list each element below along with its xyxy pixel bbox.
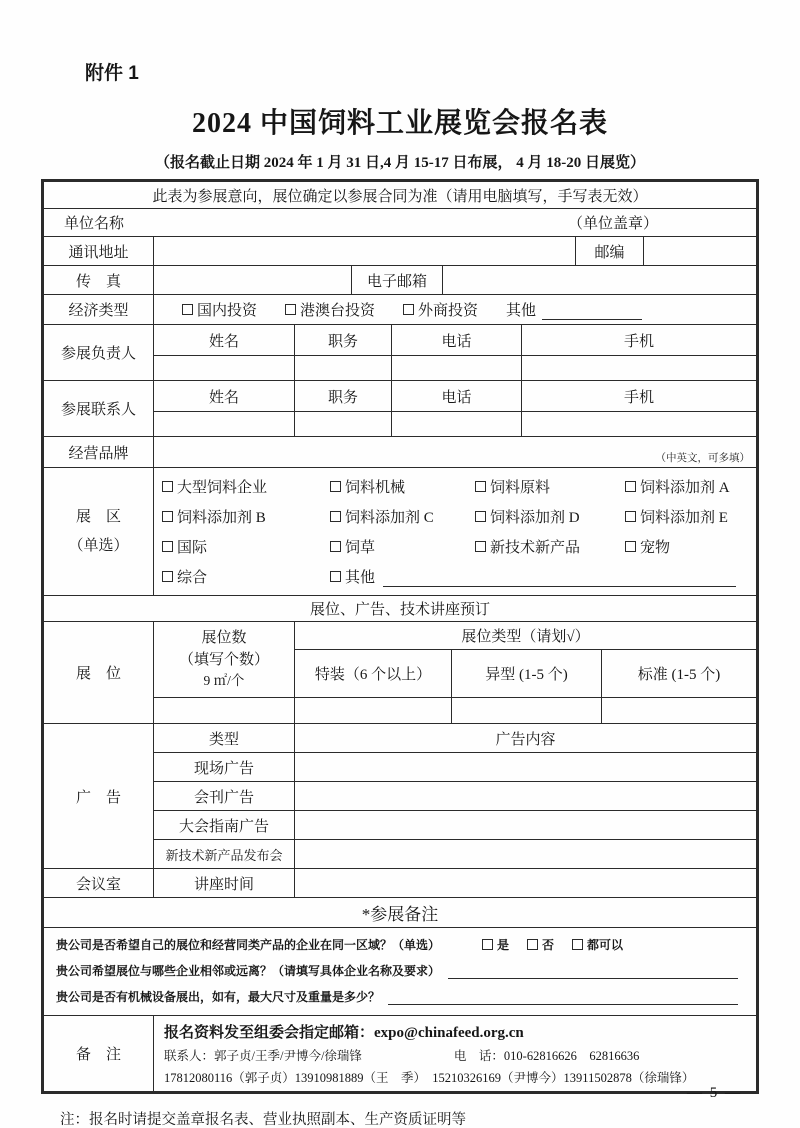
option-label: 否: [542, 938, 555, 952]
option-label: 国际: [177, 540, 208, 556]
booth-type-special-header: 特装（6 个以上）: [295, 650, 452, 698]
option-label: 综合: [177, 570, 208, 586]
booth-type-standard-header: 标准 (1-5 个): [602, 650, 757, 698]
checkbox-zone-pet[interactable]: [625, 536, 748, 557]
checkbox-icon: [572, 939, 583, 950]
address-input[interactable]: [154, 237, 576, 266]
checkbox-icon: [330, 571, 341, 582]
option-label: 饲料添加剂 D: [490, 510, 580, 526]
submission-footnote: 注：报名时请提交盖章报名表、营业执照副本、生产资质证明等: [60, 1112, 466, 1128]
option-label: 都可以: [587, 938, 624, 952]
contact-phone-header: 电话: [392, 381, 522, 412]
economy-label: 经济类型: [44, 295, 154, 325]
checkbox-icon: [625, 481, 636, 492]
leader-phone-input[interactable]: [392, 356, 522, 381]
registration-form-table: [41, 179, 759, 1094]
notes-label: 备 注: [44, 1016, 154, 1092]
checkbox-zone-feed-machinery[interactable]: [330, 476, 475, 497]
ads-row-guide-label: 大会指南广告: [154, 811, 295, 840]
checkbox-icon: [475, 481, 486, 492]
notes-mobiles: 17812080116（郭子贞）13910981889（王 季） 15210326169（尹博今）13911502878（徐瑞锋）: [164, 1071, 695, 1085]
checkbox-icon: [162, 481, 173, 492]
option-label: 宠物: [640, 540, 671, 556]
checkbox-domestic-investment[interactable]: [182, 299, 257, 320]
remarks-banner-text: *参展备注: [44, 898, 757, 928]
question-neighbor-input[interactable]: [448, 966, 738, 979]
sec-economy: [43, 294, 757, 325]
ads-content-header: 广告内容: [295, 724, 757, 753]
checkbox-zone-new-tech[interactable]: [475, 536, 625, 557]
form-banner-text: 此表为参展意向，展位确定以参展合同为准（请用电脑填写，手写表无效）: [44, 182, 757, 209]
sec-company: [43, 208, 757, 237]
ads-row-journal-input[interactable]: [295, 782, 757, 811]
option-label: 饲草: [345, 540, 376, 556]
economy-other-input[interactable]: [542, 307, 642, 320]
checkbox-q1-no[interactable]: [527, 936, 554, 953]
ads-row-journal-label: 会刊广告: [154, 782, 295, 811]
brand-label: 经营品牌: [44, 437, 154, 468]
checkbox-zone-additive-b[interactable]: [162, 506, 330, 527]
page-title: 2024 中国饲料工业展览会报名表: [191, 108, 608, 139]
sec-meeting: [43, 868, 757, 898]
option-label: 饲料添加剂 C: [345, 510, 434, 526]
option-label: 是: [497, 938, 510, 952]
checkbox-zone-additive-e[interactable]: [625, 506, 748, 527]
leader-name-header: 姓名: [154, 325, 295, 356]
checkbox-zone-other[interactable]: [330, 566, 375, 587]
checkbox-icon: [403, 304, 414, 315]
checkbox-icon: [330, 511, 341, 522]
checkbox-hmt-investment[interactable]: [285, 299, 375, 320]
checkbox-icon: [162, 571, 173, 582]
contact-phone-input[interactable]: [392, 412, 522, 437]
company-name-label: 单位名称: [64, 216, 125, 232]
brand-note: （中英文，可多填）: [655, 453, 750, 464]
contact-label: 参展联系人: [44, 381, 154, 437]
checkbox-icon: [330, 481, 341, 492]
option-label: 饲料添加剂 A: [640, 480, 730, 496]
leader-mobile-header: 手机: [522, 325, 757, 356]
checkbox-icon: [182, 304, 193, 315]
brand-input[interactable]: [154, 437, 757, 468]
checkbox-q1-yes[interactable]: [482, 936, 509, 953]
lecture-time-input[interactable]: [295, 869, 757, 898]
booth-count-line2: （填写个数）: [178, 651, 269, 668]
zone-label-line1: 展 区: [75, 509, 121, 525]
checkbox-foreign-investment[interactable]: [403, 299, 478, 320]
sec-notes: [43, 1015, 757, 1092]
option-label: 外商投资: [418, 303, 479, 319]
postcode-label: 邮编: [576, 237, 644, 266]
question-neighbor-text: 贵公司希望展位与哪些企业相邻或远离？（请填写具体企业名称及要求）: [56, 964, 441, 978]
option-label: 其他: [345, 570, 376, 586]
checkbox-icon: [162, 541, 173, 552]
economy-other-label: 其他: [506, 303, 537, 319]
checkbox-zone-comprehensive[interactable]: [162, 566, 330, 587]
contact-name-input[interactable]: [154, 412, 295, 437]
zone-label: [44, 468, 154, 596]
contact-title-header: 职务: [295, 381, 392, 412]
ads-row-onsite-input[interactable]: [295, 753, 757, 782]
question-machinery-text: 贵公司是否有机械设备展出，如有，最大尺寸及重量是多少？: [56, 990, 381, 1004]
booth-label: 展 位: [44, 622, 154, 724]
page-subtitle: （报名截止日期 2024 年 1 月 31 日,4 月 15-17 日布展， 4 月 18-20 日展览）: [155, 155, 645, 171]
fax-input[interactable]: [154, 266, 352, 295]
checkbox-zone-additive-d[interactable]: [475, 506, 625, 527]
option-label: 饲料机械: [345, 480, 406, 496]
meeting-room-label: 会议室: [44, 869, 154, 898]
checkbox-icon: [475, 511, 486, 522]
ads-row-launch-label: 新技术新产品发布会: [154, 840, 295, 869]
sec-address: [43, 236, 757, 266]
contact-name-header: 姓名: [154, 381, 295, 412]
option-label: 饲料添加剂 E: [640, 510, 728, 526]
booth-special-input[interactable]: [295, 698, 452, 724]
contact-mobile-input[interactable]: [522, 412, 757, 437]
sec-banner: [43, 181, 757, 209]
option-label: 大型饲料企业: [177, 480, 268, 496]
contact-mobile-header: 手机: [522, 381, 757, 412]
booth-count-line1: 展位数: [201, 629, 247, 646]
checkbox-icon: [162, 511, 173, 522]
postcode-input[interactable]: [644, 237, 757, 266]
checkbox-zone-additive-a[interactable]: [625, 476, 748, 497]
sec-zone: [43, 467, 757, 596]
leader-title-header: 职务: [295, 325, 392, 356]
notes-email-line: 报名资料发至组委会指定邮箱：expo@chinafeed.org.cn: [164, 1025, 524, 1041]
checkbox-icon: [330, 541, 341, 552]
sec-booth: [43, 621, 757, 724]
checkbox-zone-feed-raw-material[interactable]: [475, 476, 625, 497]
leader-label: 参展负责人: [44, 325, 154, 381]
option-label: 港澳台投资: [300, 303, 376, 319]
attachment-label: 附件 1: [85, 63, 139, 84]
checkbox-icon: [285, 304, 296, 315]
checkbox-zone-forage[interactable]: [330, 536, 475, 557]
booth-standard-input[interactable]: [602, 698, 757, 724]
fax-label: 传 真: [44, 266, 154, 295]
sec-questions: [43, 927, 757, 1016]
leader-mobile-input[interactable]: [522, 356, 757, 381]
ads-type-header: 类型: [154, 724, 295, 753]
option-label: 饲料添加剂 B: [177, 510, 266, 526]
checkbox-icon: [475, 541, 486, 552]
checkbox-icon: [527, 939, 538, 950]
sec-booking-banner: [43, 595, 757, 622]
booking-banner-text: 展位、广告、技术讲座预订: [44, 596, 757, 622]
leader-title-input[interactable]: [295, 356, 392, 381]
checkbox-zone-large-feed-enterprise[interactable]: [162, 476, 330, 497]
question-same-area-text: 贵公司是否希望自己的展位和经营同类产品的企业在同一区域？（单选）: [56, 938, 441, 952]
sec-people: [43, 324, 757, 437]
option-label: 饲料原料: [490, 480, 551, 496]
booth-count-line3: 9 ㎡/个: [203, 673, 245, 689]
address-label: 通讯地址: [44, 237, 154, 266]
option-label: 国内投资: [197, 303, 258, 319]
checkbox-zone-international[interactable]: [162, 536, 330, 557]
lecture-time-label: 讲座时间: [154, 869, 295, 898]
booth-count-header: [154, 622, 295, 698]
question-machinery-input[interactable]: [388, 992, 738, 1005]
leader-name-input[interactable]: [154, 356, 295, 381]
ads-row-guide-input[interactable]: [295, 811, 757, 840]
booth-count-input[interactable]: [154, 698, 295, 724]
booth-type-header: 展位类型（请划√）: [295, 622, 757, 650]
option-label: 新技术新产品: [490, 540, 581, 556]
sec-remarks-banner: [43, 897, 757, 928]
sec-brand: [43, 436, 757, 468]
checkbox-icon: [625, 511, 636, 522]
zone-other-input[interactable]: [383, 574, 736, 587]
ads-label: 广 告: [44, 724, 154, 869]
leader-phone-header: 电话: [392, 325, 522, 356]
notes-phones: 电 话：010-62816626 62816636: [453, 1049, 640, 1063]
ads-row-onsite-label: 现场广告: [154, 753, 295, 782]
checkbox-q1-either[interactable]: [572, 936, 623, 953]
ads-row-launch-input[interactable]: [295, 840, 757, 869]
page-number: — 5 —: [687, 1085, 742, 1101]
checkbox-zone-additive-c[interactable]: [330, 506, 475, 527]
booth-type-irregular-header: 异型 (1-5 个): [452, 650, 602, 698]
company-stamp-note: （单位盖章）: [567, 216, 658, 232]
sec-fax: [43, 265, 757, 295]
contact-title-input[interactable]: [295, 412, 392, 437]
checkbox-icon: [625, 541, 636, 552]
booth-irregular-input[interactable]: [452, 698, 602, 724]
checkbox-icon: [482, 939, 493, 950]
zone-label-line2: （单选）: [68, 537, 129, 554]
email-input[interactable]: [443, 266, 757, 295]
sec-ads: [43, 723, 757, 869]
notes-contacts: 联系人：郭子贞/王季/尹博今/徐瑞锋: [164, 1049, 362, 1063]
email-label: 电子邮箱: [352, 266, 443, 295]
